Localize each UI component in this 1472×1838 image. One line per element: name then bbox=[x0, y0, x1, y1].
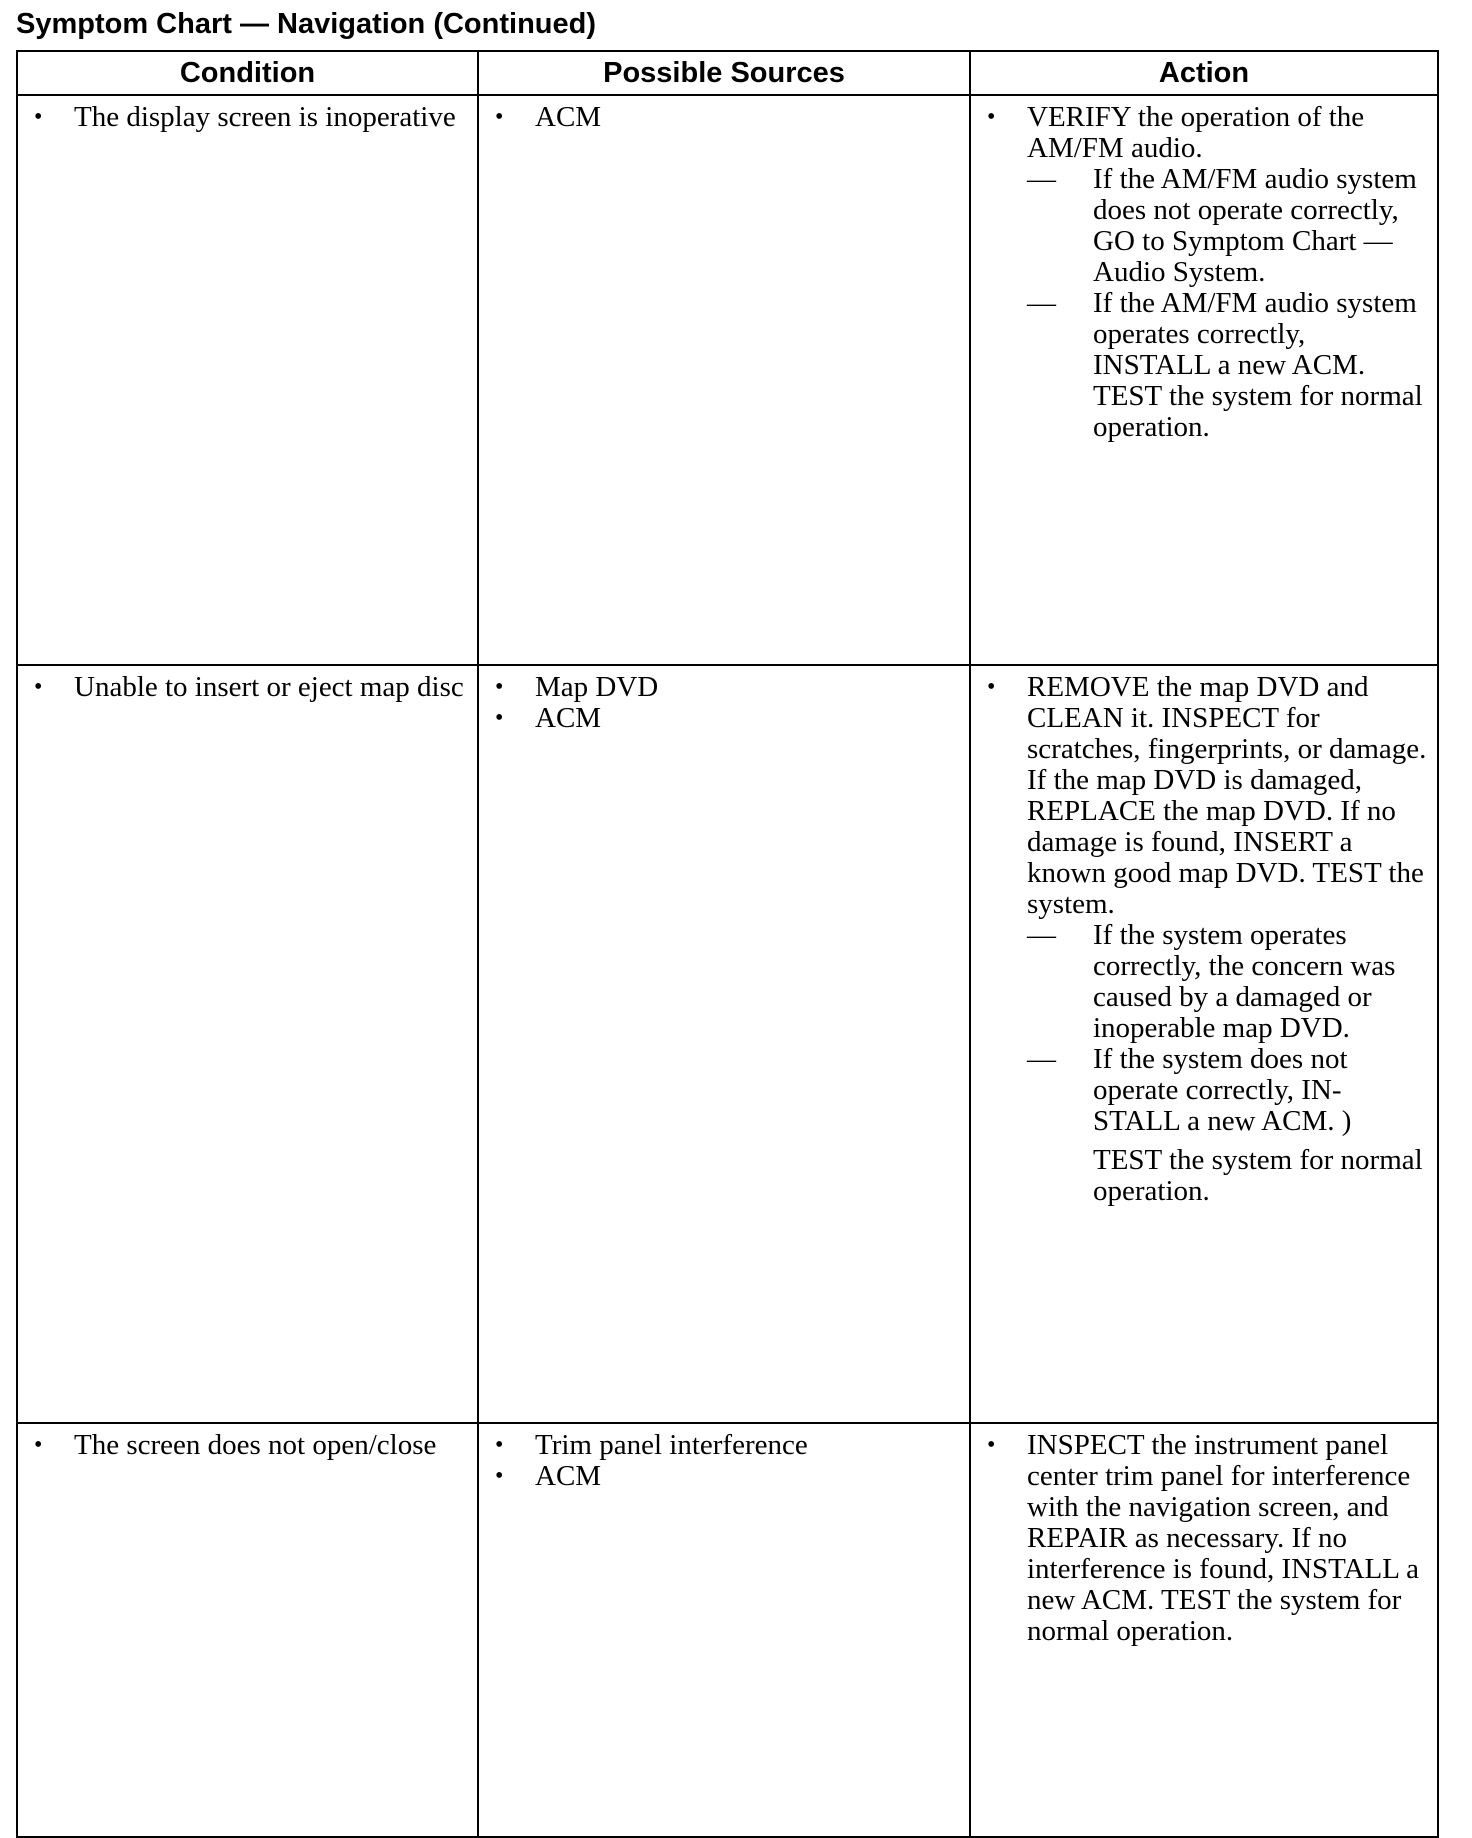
action-text: INSPECT the instrument panel center trim panel for interference with the navigation screen, and REPAIR as necessary. If no interference is found, INSTALL a new ACM. TEST the system for normal operation. bbox=[1027, 1429, 1419, 1647]
bullet-icon: • bbox=[495, 104, 504, 130]
list-item bbox=[495, 102, 959, 133]
bullet-icon: • bbox=[987, 674, 996, 700]
sources-cell bbox=[478, 1423, 970, 1837]
list-item bbox=[495, 672, 959, 703]
list-item bbox=[987, 1430, 1427, 1647]
condition-cell bbox=[17, 1423, 478, 1837]
header-row bbox=[17, 51, 1438, 95]
sub-item bbox=[1027, 164, 1427, 288]
table-row bbox=[17, 95, 1438, 665]
header-action: Action bbox=[970, 51, 1438, 95]
action-cell bbox=[970, 665, 1438, 1423]
list-item bbox=[34, 672, 467, 703]
condition-text: The display screen is inoperative bbox=[74, 101, 456, 133]
action-text: VERIFY the operation of the AM/FM audio. bbox=[1027, 101, 1365, 164]
bullet-icon: • bbox=[495, 1432, 504, 1458]
sub-item bbox=[1027, 920, 1427, 1044]
source-text: Trim panel interference bbox=[535, 1429, 808, 1461]
sub-action-text: If the system operates correctly, the concern was caused by a damaged or inoperable map DVD. bbox=[1093, 919, 1396, 1044]
list-item bbox=[495, 1461, 959, 1492]
action-cell bbox=[970, 1423, 1438, 1837]
source-text: ACM bbox=[535, 1460, 602, 1492]
list-item bbox=[34, 102, 467, 133]
table-row bbox=[17, 665, 1438, 1423]
sub-action-text: If the system does not operate correctly, IN-STALL a new ACM. ) bbox=[1093, 1043, 1352, 1137]
sub-item bbox=[1027, 1044, 1427, 1137]
sub-action-text: If the AM/FM audio system does not operate correctly, GO to Symptom Chart — Audio System. bbox=[1093, 163, 1417, 288]
dash-icon: — bbox=[1027, 919, 1056, 951]
bullet-icon: • bbox=[34, 104, 43, 130]
source-text: ACM bbox=[535, 101, 602, 133]
dash-icon: — bbox=[1027, 1043, 1056, 1075]
list-item bbox=[34, 1430, 467, 1461]
dash-icon: — bbox=[1027, 163, 1056, 195]
sub-action-text: If the AM/FM audio system operates correctly, INSTALL a new ACM. TEST the system for normal operation. bbox=[1093, 287, 1423, 443]
table-row bbox=[17, 1423, 1438, 1837]
bullet-icon: • bbox=[987, 104, 996, 130]
source-text: ACM bbox=[535, 702, 602, 734]
action-continuation-text: TEST the system for normal operation. bbox=[1093, 1144, 1423, 1207]
condition-cell bbox=[17, 95, 478, 665]
action-text: REMOVE the map DVD and CLEAN it. INSPECT for scratches, fingerprints, or damage. If the map DVD is damaged, REPLACE the map DVD. If no damage is found, INSERT a known good map DVD. TEST the system. bbox=[1027, 671, 1427, 920]
bullet-icon: • bbox=[34, 1432, 43, 1458]
header-possible-sources: Possible Sources bbox=[478, 51, 970, 95]
bullet-icon: • bbox=[34, 674, 43, 700]
sources-cell bbox=[478, 665, 970, 1423]
action-cell bbox=[970, 95, 1438, 665]
condition-text: Unable to insert or eject map disc bbox=[74, 671, 464, 703]
bullet-icon: • bbox=[495, 705, 504, 731]
header-condition: Condition bbox=[17, 51, 478, 95]
symptom-chart-table bbox=[16, 50, 1439, 1838]
list-item bbox=[987, 672, 1427, 920]
page-title: Symptom Chart — Navigation (Continued) bbox=[16, 8, 596, 40]
bullet-icon: • bbox=[495, 1463, 504, 1489]
condition-text: The screen does not open/close bbox=[74, 1429, 437, 1461]
bullet-icon: • bbox=[987, 1432, 996, 1458]
list-item bbox=[495, 1430, 959, 1461]
list-item bbox=[495, 703, 959, 734]
bullet-icon: • bbox=[495, 674, 504, 700]
dash-icon: — bbox=[1027, 287, 1056, 319]
sub-item bbox=[1027, 288, 1427, 443]
source-text: Map DVD bbox=[535, 671, 659, 703]
condition-cell bbox=[17, 665, 478, 1423]
list-item bbox=[987, 102, 1427, 164]
sources-cell bbox=[478, 95, 970, 665]
